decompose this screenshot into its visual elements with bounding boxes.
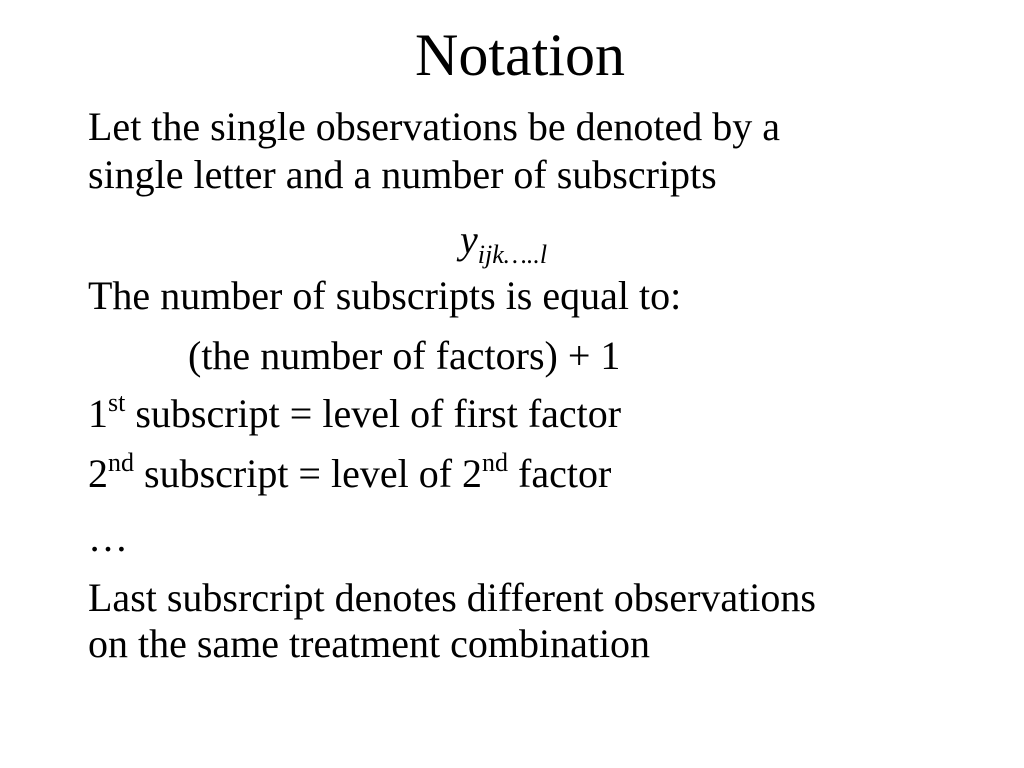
- intro-line-1: Let the single observations be denoted by a: [88, 104, 781, 149]
- second-suffix-2: nd: [482, 447, 509, 477]
- intro-line-2: single letter and a number of subscripts: [88, 152, 717, 197]
- count-line: The number of subscripts is equal to:: [88, 273, 682, 318]
- second-suffix: nd: [108, 447, 134, 477]
- second-number: 2: [88, 451, 108, 496]
- last-line-1: Last subsrcript denotes different observations: [88, 575, 816, 620]
- second-subscript-line: [88, 447, 612, 498]
- formula-subscript: ijk…..l: [477, 240, 548, 269]
- subscript-formula: [460, 217, 548, 269]
- first-text: subscript = level of first factor: [125, 391, 622, 436]
- formula-variable: y: [460, 217, 478, 262]
- second-text-a: subscript = level of 2: [134, 451, 483, 496]
- count-expression: (the number of factors) + 1: [188, 333, 621, 378]
- first-suffix: st: [108, 387, 126, 417]
- first-number: 1: [88, 391, 108, 436]
- last-line-2: on the same treatment combination: [88, 621, 651, 666]
- first-subscript-line: [88, 387, 622, 438]
- ellipsis-line: …: [88, 515, 128, 560]
- second-text-b: factor: [508, 451, 612, 496]
- slide-title: Notation: [415, 22, 625, 88]
